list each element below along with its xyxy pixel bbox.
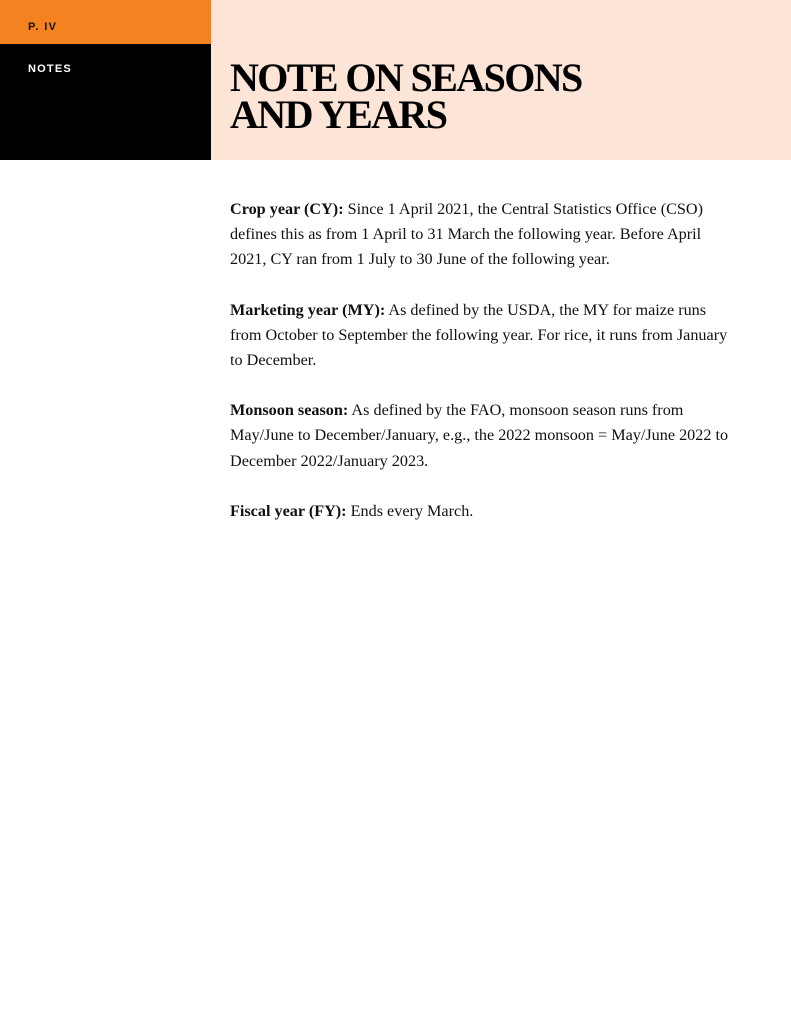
note-term: Monsoon season: (230, 401, 349, 420)
note-text: Since 1 April 2021, the Central Statistics Office (CSO) defines this as from 1 April to 31 March the following year. Before April 2021, CY ran from 1 July to 30 June of the following year. (230, 200, 703, 269)
note-text: Ends every March. (346, 501, 474, 520)
page-number-block (0, 0, 211, 44)
title-band (211, 0, 791, 160)
note-fiscal-year (230, 499, 740, 524)
note-crop-year (230, 197, 740, 273)
note-term: Fiscal year (FY): (230, 501, 347, 520)
note-term: Marketing year (MY): (230, 300, 386, 319)
notes-body (230, 197, 740, 549)
page-title (230, 55, 582, 137)
section-block (0, 44, 211, 160)
section-label: NOTES (28, 63, 72, 75)
note-monsoon-season (230, 398, 740, 474)
note-marketing-year (230, 298, 740, 374)
page-number-label: P. IV (28, 21, 58, 33)
note-text: As defined by the USDA, the MY for maize runs from October to September the following year. For rice, it runs from January to December. (230, 300, 728, 370)
note-text: As defined by the FAO, monsoon season runs from May/June to December/January, e.g., the 2022 monsoon = May/June 2022 to December 2022/January 2023. (230, 401, 729, 470)
note-term: Crop year (CY): (230, 200, 344, 218)
page-title-line-2: AND YEARS (230, 92, 447, 137)
page-title-line-1: NOTE ON SEASONS (230, 55, 582, 100)
